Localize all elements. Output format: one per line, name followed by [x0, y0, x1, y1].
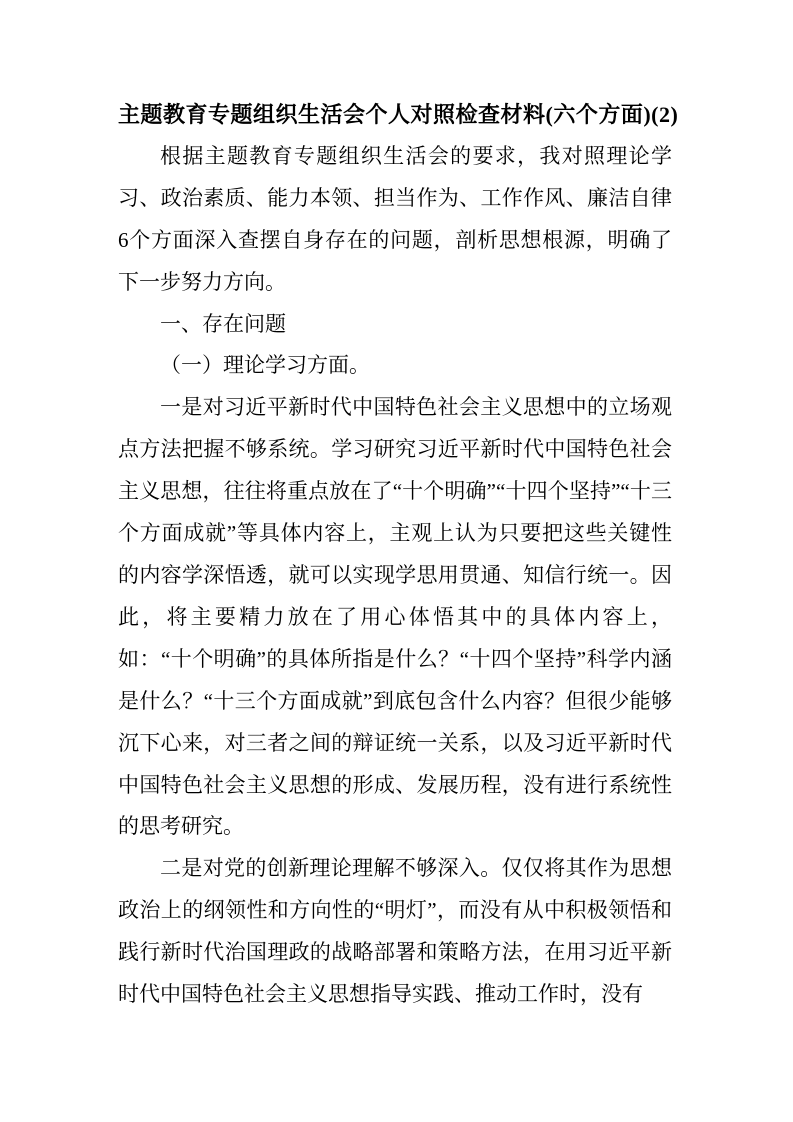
- paragraph-problem-two: 二是对党的创新理论理解不够深入。仅仅将其作为思想政治上的纲领性和方向性的“明灯”，而没有从中积极领悟和践行新时代治国理政的战略部署和策略方法，在用习近平新时代中国特色社会主义思想指导实践、推动工作时，没有: [118, 856, 672, 1007]
- document-title: 主题教育专题组织生活会个人对照检查材料(六个方面)(2): [118, 102, 679, 127]
- paragraph-intro: 根据主题教育专题组织生活会的要求，我对照理论学习、政治素质、能力本领、担当作为、工作作风、廉洁自律6个方面深入查摆自身存在的问题，剖析思想根源，明确了下一步努力方向。: [118, 143, 672, 294]
- section-heading-problems: 一、存在问题: [160, 311, 286, 336]
- subsection-heading-theory-study: （一）理论学习方面。: [160, 353, 370, 378]
- paragraph-problem-one: 一是对习近平新时代中国特色社会主义思想中的立场观点方法把握不够系统。学习研究习近平新时代中国特色社会主义思想，往往将重点放在了“十个明确”“十四个坚持”“十三个方面成就”等具体内容上，主观上认为只要把这些关键性的内容学深悟透，就可以实现学思用贯通、知信行统一。因此，将主要精力放在了用心体悟其中的具体内容上，如：“十个明确”的具体所指是什么？“十四个坚持”科学内涵是什么？“十三个方面成就”到底包含什么内容？但很少能够沉下心来，对三者之间的辩证统一关系，以及习近平新时代中国特色社会主义思想的形成、发展历程，没有进行系统性的思考研究。: [118, 395, 672, 839]
- document-content: [118, 94, 679, 1016]
